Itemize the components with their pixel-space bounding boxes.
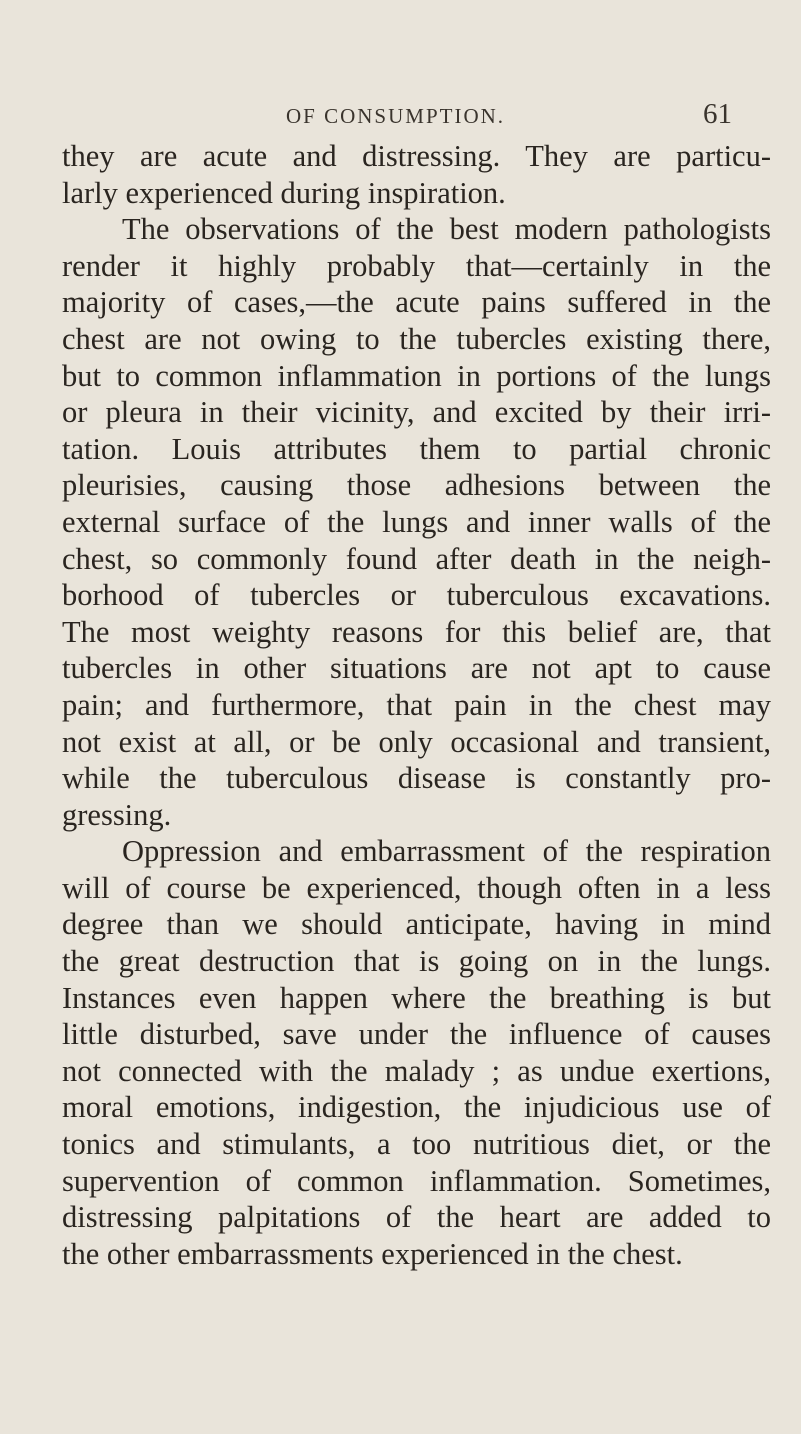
body-text: [62, 138, 771, 1272]
text-line: external surface of the lungs and inner walls of the: [62, 504, 771, 539]
text-line: the great destruction that is going on in the lungs.: [62, 944, 771, 979]
running-title: OF CONSUMPTION.: [286, 104, 506, 128]
text-line: larly experienced during inspiration.: [62, 175, 506, 210]
text-line: borhood of tubercles or tuberculous excavations.: [62, 578, 771, 613]
text-line: while the tuberculous disease is constantly pro-: [62, 761, 771, 796]
text-line: not connected with the malady ; as undue exertions,: [62, 1053, 771, 1088]
text-line: The observations of the best modern pathologists: [122, 212, 771, 247]
text-line: the other embarrassments experienced in the chest.: [62, 1236, 683, 1271]
text-line: The most weighty reasons for this belief are, that: [62, 614, 771, 649]
text-line: but to common inflammation in portions of the lungs: [62, 358, 771, 393]
page-number: 61: [703, 98, 732, 130]
text-line: Instances even happen where the breathing is but: [62, 980, 771, 1015]
text-line: little disturbed, save under the influence of causes: [62, 1017, 771, 1052]
text-line: chest are not owing to the tubercles existing there,: [62, 321, 771, 356]
text-line: Oppression and embarrassment of the respiration: [122, 834, 771, 869]
text-line: tubercles in other situations are not apt to cause: [62, 651, 771, 686]
text-line: moral emotions, indigestion, the injudicious use of: [62, 1090, 771, 1125]
text-line: chest, so commonly found after death in the neigh-: [62, 541, 771, 576]
text-line: gressing.: [62, 797, 172, 832]
text-line: tonics and stimulants, a too nutritious diet, or the: [62, 1127, 771, 1162]
text-line: distressing palpitations of the heart are added to: [62, 1200, 771, 1235]
text-line: not exist at all, or be only occasional and transient,: [62, 724, 771, 759]
text-line: they are acute and distressing. They are particu-: [62, 139, 771, 173]
text-line: pleurisies, causing those adhesions between the: [62, 468, 771, 503]
text-line: supervention of common inflammation. Sometimes,: [62, 1163, 771, 1198]
text-line: will of course be experienced, though often in a less: [62, 870, 771, 905]
text-line: pain; and furthermore, that pain in the chest may: [62, 687, 771, 722]
text-line: degree than we should anticipate, having in mind: [62, 907, 771, 942]
text-line: render it highly probably that—certainly in the: [62, 248, 771, 283]
text-line: majority of cases,—the acute pains suffered in the: [62, 285, 771, 320]
text-line: tation. Louis attributes them to partial chronic: [62, 431, 771, 466]
text-line: or pleura in their vicinity, and excited by their irri-: [62, 395, 771, 430]
